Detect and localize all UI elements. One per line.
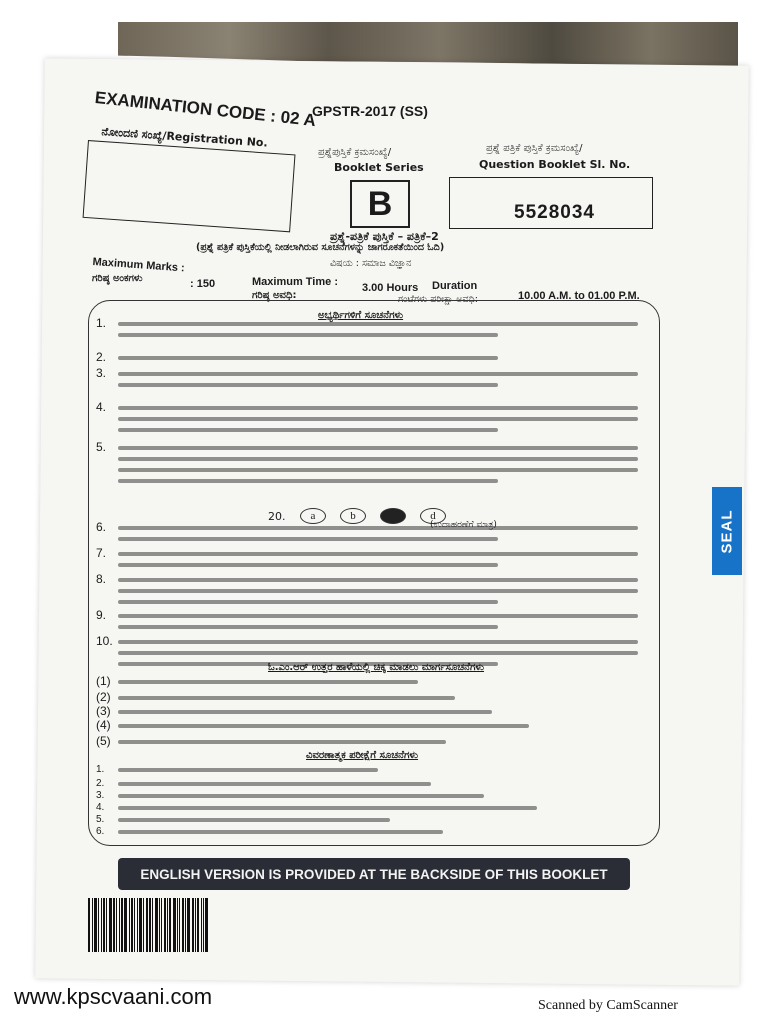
instruction-text-line	[118, 383, 498, 387]
instruction-text-line	[118, 563, 498, 567]
instruction-number: 5.	[96, 440, 107, 454]
barcode-bar	[182, 898, 184, 952]
barcode-bar	[131, 898, 133, 952]
paper-subtitle: (ಪ್ರಶ್ನೆ ಪತ್ರಿಕೆ ಪುಸ್ತಿಕೆಯಲ್ಲಿ ನೀಡಲಾಗಿರುವ ಸೂಚನೆಗಳನ್ನು ಜಾಗರೂಕತೆಯಿಂದ ಓದಿ)	[196, 242, 445, 253]
barcode-bar	[164, 898, 166, 952]
omr-instruction-number: (2)	[96, 690, 111, 704]
barcode-bar	[146, 898, 148, 952]
barcode-bar	[106, 898, 107, 952]
example-answer-bubbles	[300, 508, 446, 524]
duration-value: 10.00 A.M. to 01.00 P.M.	[518, 290, 640, 302]
barcode-bar	[129, 898, 130, 952]
duration-label-kn: ಗಂಟೆಗಳು ಪರೀಕ್ಷಾ ಅವಧಿ:	[398, 294, 478, 305]
descriptive-instructions-title: ವಿವರಣಾತ್ಮಕ ಪರೀಕ್ಷೆಗೆ ಸೂಚನೆಗಳು	[306, 750, 419, 761]
barcode-bar	[161, 898, 162, 952]
question-booklet-number: 5528034	[514, 202, 595, 223]
barcode-bar	[103, 898, 105, 952]
booklet-series-value: B	[350, 180, 410, 228]
barcode-bar	[134, 898, 135, 952]
barcode-bar	[92, 898, 93, 952]
barcode-bar	[197, 898, 199, 952]
barcode-bar	[173, 898, 176, 952]
omr-instruction-text-line	[118, 740, 446, 744]
instruction-text-line	[118, 322, 638, 326]
example-question-number: 20.	[268, 510, 286, 523]
duration-label: Duration	[432, 280, 478, 292]
max-marks-label: Maximum Marks :	[92, 256, 186, 275]
instruction-number: 10.	[96, 634, 113, 648]
barcode-bar	[179, 898, 180, 952]
descriptive-instruction-number: 4.	[96, 802, 105, 813]
barcode-bar	[143, 898, 144, 952]
instruction-text-line	[118, 614, 638, 618]
max-marks-value: : 150	[190, 278, 216, 290]
barcode	[88, 898, 228, 952]
barcode-bar	[192, 898, 194, 952]
question-booklet-label-kn: ಪ್ರಶ್ನೆ ಪತ್ರಿಕೆ ಪುಸ್ತಿಕೆ ಕ್ರಮಸಂಖ್ಯೆ/	[486, 143, 583, 154]
descriptive-instruction-number: 3.	[96, 790, 105, 801]
seal-label: SEAL	[718, 508, 736, 554]
barcode-bar	[139, 898, 142, 952]
descriptive-instruction-number: 5.	[96, 814, 105, 825]
barcode-bar	[167, 898, 168, 952]
barcode-bar	[195, 898, 196, 952]
barcode-bar	[119, 898, 120, 952]
max-marks-label-kn: ಗರಿಷ್ಠ ಅಂಕಗಳು	[92, 273, 143, 284]
max-time-value: 3.00 Hours	[362, 282, 419, 294]
bubble-a: a	[300, 508, 326, 524]
registration-label-en: Registration No.	[165, 129, 269, 150]
subject: ವಿಷಯ : ಸಮಾಜ ವಿಜ್ಞಾನ	[330, 258, 412, 269]
instruction-number: 4.	[96, 400, 107, 414]
barcode-bar	[137, 898, 138, 952]
barcode-bar	[109, 898, 112, 952]
instruction-text-line	[118, 625, 498, 629]
bubble-note: (ಉದಾಹರಣೆಗೆ ಮಾತ್ರ)	[430, 520, 497, 530]
descriptive-instruction-number: 6.	[96, 826, 105, 837]
barcode-bar	[116, 898, 117, 952]
instructions-title: ಅಭ್ಯರ್ಥಿಗಳಿಗೆ ಸೂಚನೆಗಳು	[318, 310, 404, 321]
barcode-bar	[205, 898, 208, 952]
instruction-text-line	[118, 526, 638, 530]
barcode-bar	[201, 898, 202, 952]
scanner-credit: Scanned by CamScanner	[538, 998, 678, 1013]
instruction-text-line	[118, 356, 498, 360]
barcode-bar	[121, 898, 123, 952]
barcode-bar	[101, 898, 102, 952]
exam-title: GPSTR-2017 (SS)	[312, 103, 428, 119]
bubble-b: b	[340, 508, 366, 524]
barcode-bar	[155, 898, 158, 952]
instruction-number: 1.	[96, 316, 107, 330]
watermark-url: www.kpscvaani.com	[14, 984, 213, 1009]
max-time-label-kn: ಗರಿಷ್ಠ ಅವಧಿ:	[252, 290, 297, 301]
barcode-bar	[88, 898, 90, 952]
omr-instruction-text-line	[118, 710, 492, 714]
omr-instruction-text-line	[118, 724, 529, 728]
omr-instructions-title: ಓ.ಎಂ.ಆರ್ ಉತ್ತರ ಹಾಳೆಯಲ್ಲಿ ಚಿಕ್ಕ ಮಾಡಲು ಮಾರ್ಗಸೂಚನೆಗಳು	[268, 662, 485, 673]
registration-number-box	[83, 140, 296, 232]
barcode-bar	[177, 898, 178, 952]
instruction-number: 2.	[96, 350, 107, 364]
barcode-bar	[169, 898, 171, 952]
barcode-bar	[203, 898, 204, 952]
barcode-bar	[113, 898, 115, 952]
instruction-text-line	[118, 537, 498, 541]
descriptive-instruction-text-line	[118, 768, 378, 772]
instruction-text-line	[118, 600, 498, 604]
instruction-text-line	[118, 406, 638, 410]
instruction-text-line	[118, 589, 638, 593]
max-time-label: Maximum Time :	[252, 276, 338, 288]
omr-instruction-number: (5)	[96, 734, 111, 748]
omr-instruction-number: (1)	[96, 674, 111, 688]
instruction-text-line	[118, 428, 498, 432]
bubble-c-filled: c	[380, 508, 406, 524]
instruction-text-line	[118, 457, 638, 461]
seal-tab	[712, 487, 742, 575]
barcode-bar	[159, 898, 160, 952]
descriptive-instruction-text-line	[118, 782, 431, 786]
instruction-number: 8.	[96, 572, 107, 586]
barcode-bar	[124, 898, 127, 952]
english-version-banner: ENGLISH VERSION IS PROVIDED AT THE BACKSIDE OF THIS BOOKLET	[118, 858, 630, 890]
instruction-text-line	[118, 479, 498, 483]
descriptive-instruction-number: 1.	[96, 764, 105, 775]
instruction-text-line	[118, 417, 638, 421]
descriptive-instruction-number: 2.	[96, 778, 105, 789]
question-booklet-label: Question Booklet Sl. No.	[479, 158, 631, 171]
barcode-bar	[152, 898, 153, 952]
descriptive-instruction-text-line	[118, 818, 390, 822]
omr-instruction-text-line	[118, 696, 455, 700]
paper-title: ಪ್ರಶ್ನೆ-ಪತ್ರಿಕೆ ಪುಸ್ತಿಕೆ – ಪತ್ರಿಕೆ–2	[330, 230, 439, 243]
instruction-text-line	[118, 446, 638, 450]
instruction-number: 7.	[96, 546, 107, 560]
instruction-text-line	[118, 651, 638, 655]
barcode-bar	[185, 898, 186, 952]
booklet-series-label: Booklet Series	[334, 161, 424, 174]
omr-instruction-number: (4)	[96, 718, 111, 732]
instruction-text-line	[118, 578, 638, 582]
omr-instruction-number: (3)	[96, 704, 111, 718]
instructions-box	[88, 300, 660, 846]
instruction-text-line	[118, 552, 638, 556]
barcode-bar	[149, 898, 151, 952]
barcode-bar	[98, 898, 99, 952]
instruction-text-line	[118, 468, 638, 472]
instruction-text-line	[118, 333, 498, 337]
descriptive-instruction-text-line	[118, 794, 484, 798]
bubble-d: d	[420, 508, 446, 524]
barcode-bar	[187, 898, 190, 952]
instruction-number: 6.	[96, 520, 107, 534]
instruction-text-line	[118, 640, 638, 644]
omr-instruction-text-line	[118, 680, 418, 684]
descriptive-instruction-text-line	[118, 806, 537, 810]
booklet-series-label-kn: ಪ್ರಶ್ನೆಪುಸ್ತಿಕೆ ಕ್ರಮಸಂಖ್ಯೆ/	[318, 147, 392, 158]
exam-code: EXAMINATION CODE : 02 A	[94, 88, 317, 131]
instruction-number: 9.	[96, 608, 107, 622]
instruction-text-line	[118, 372, 638, 376]
barcode-bar	[94, 898, 97, 952]
descriptive-instruction-text-line	[118, 830, 443, 834]
instruction-number: 3.	[96, 366, 107, 380]
registration-label-kn: ನೋಂದಣಿ ಸಂಖ್ಯೆ/	[101, 125, 167, 143]
